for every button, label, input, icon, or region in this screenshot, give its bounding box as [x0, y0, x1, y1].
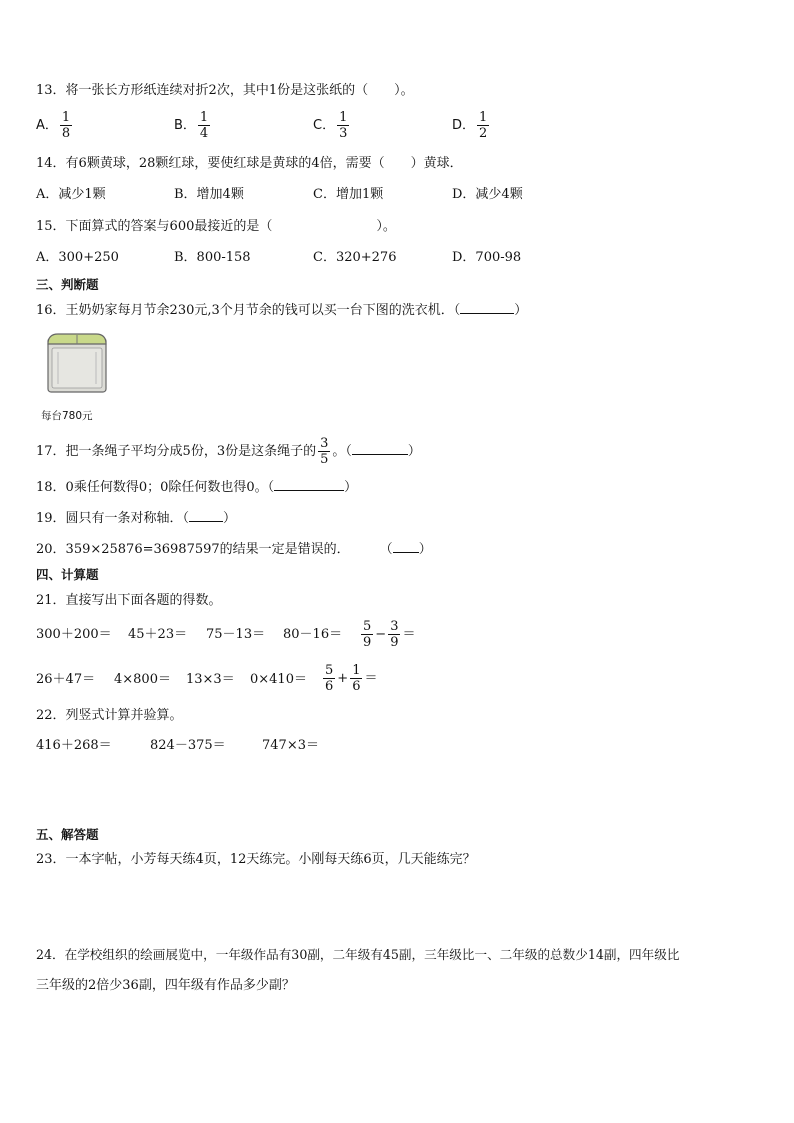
- fraction: $\frac{5}{6}$: [325, 663, 334, 694]
- q24-text-line2: 三年级的2倍少36副，四年级有作品多少副？: [36, 978, 295, 993]
- fraction: $\frac{1}{8}$: [61, 110, 71, 141]
- q14-option-c: C．增加1颗: [313, 187, 384, 202]
- q23-text: 23．一本字帖，小芳每天练4页，12天练完。小刚每天练6页，几天能练完？: [36, 852, 476, 867]
- q14-text: 14．有6颗黄球，28颗红球，要使红球是黄球的4倍，需要（ ）黄球．: [36, 156, 463, 171]
- option-label: D．: [452, 118, 476, 133]
- q24-text-line1: 24．在学校组织的绘画展览中，一年级作品有30副，二年级有45副，三年级比一、二年级的总数少14副，四年级比: [36, 947, 680, 962]
- answer-blank[interactable]: [352, 442, 408, 455]
- calc-item: 4×800＝: [114, 672, 171, 687]
- q13-text: 13．将一张长方形纸连续对折2次，其中1份是这张纸的（ ）。: [36, 83, 414, 98]
- section-title-calculation: 四、计算题: [36, 567, 99, 582]
- q22-text: 22．列竖式计算并验算。: [36, 708, 183, 723]
- fraction: $\frac{1}{4}$: [199, 110, 209, 141]
- q15-option-d: D．700-98: [452, 250, 522, 265]
- q15-option-c: C．320+276: [313, 250, 397, 265]
- calc-item: 824－375＝: [150, 738, 226, 753]
- q20-text: 20．359×25876=36987597的结果一定是错误的． （ ）: [36, 542, 432, 557]
- answer-blank[interactable]: [189, 509, 223, 522]
- q14-option-a: A．减少1颗: [36, 187, 106, 202]
- fraction: $\frac{5}{9}$: [363, 619, 372, 650]
- calc-item: 300＋200＝: [36, 627, 112, 642]
- q16-text: 16．王奶奶家每月节余230元,3个月节余的钱可以买一台下图的洗衣机．（ ）: [36, 303, 528, 318]
- q19-text: 19．圆只有一条对称轴．（ ）: [36, 511, 237, 526]
- calc-item-fraction: $\frac{5}{9}$ − $\frac{3}{9}$ ＝: [363, 619, 416, 650]
- q21-text: 21．直接写出下面各题的得数。: [36, 593, 222, 608]
- q15-text: 15．下面算式的答案与600最接近的是（ ）。: [36, 219, 396, 234]
- calc-item: 747×3＝: [262, 738, 319, 753]
- option-label: C．: [313, 118, 336, 133]
- calc-item: 80－16＝: [283, 627, 343, 642]
- q15-option-b: B．800-158: [174, 250, 251, 265]
- option-label: A．: [36, 118, 58, 133]
- option-label: B．: [174, 118, 196, 133]
- section-title-judgment: 三、判断题: [36, 277, 99, 292]
- washer-price-caption: 每台780元: [41, 410, 93, 422]
- calc-item: 416＋268＝: [36, 738, 112, 753]
- calc-item: 0×410＝: [250, 672, 307, 687]
- q13-option-a: [36, 110, 74, 141]
- calc-item-fraction: $\frac{5}{6}$ + $\frac{1}{6}$ ＝: [325, 663, 378, 694]
- answer-blank[interactable]: [460, 301, 514, 314]
- calc-item: 26＋47＝: [36, 672, 96, 687]
- q18-text: 18．0乘任何数得0；0除任何数也得0。（ ）: [36, 480, 358, 495]
- q13-option-c: [313, 110, 351, 141]
- section-title-word-problems: 五、解答题: [36, 827, 99, 842]
- fraction: $\frac{1}{2}$: [479, 110, 488, 141]
- q13-option-b: [174, 110, 212, 141]
- q13-option-d: [452, 110, 491, 141]
- q14-option-b: B．增加4颗: [174, 187, 244, 202]
- fraction: $\frac{3}{9}$: [390, 619, 399, 650]
- fraction: $\frac{1}{6}$: [352, 663, 361, 694]
- fraction: $\frac{3}{5}$: [320, 436, 329, 467]
- fraction: $\frac{1}{3}$: [339, 110, 348, 141]
- answer-blank[interactable]: [274, 478, 344, 491]
- washing-machine-icon: [44, 330, 110, 394]
- calc-item: 45＋23＝: [128, 627, 188, 642]
- q17-text: 17．把一条绳子平均分成5份，3份是这条绳子的 $\frac{3}{5}$ 。（ ）: [36, 436, 421, 467]
- calc-item: 13×3＝: [186, 672, 235, 687]
- q14-option-d: D．减少4颗: [452, 187, 523, 202]
- q15-option-a: A．300+250: [36, 250, 119, 265]
- calc-item: 75－13＝: [206, 627, 266, 642]
- answer-blank[interactable]: [393, 540, 419, 553]
